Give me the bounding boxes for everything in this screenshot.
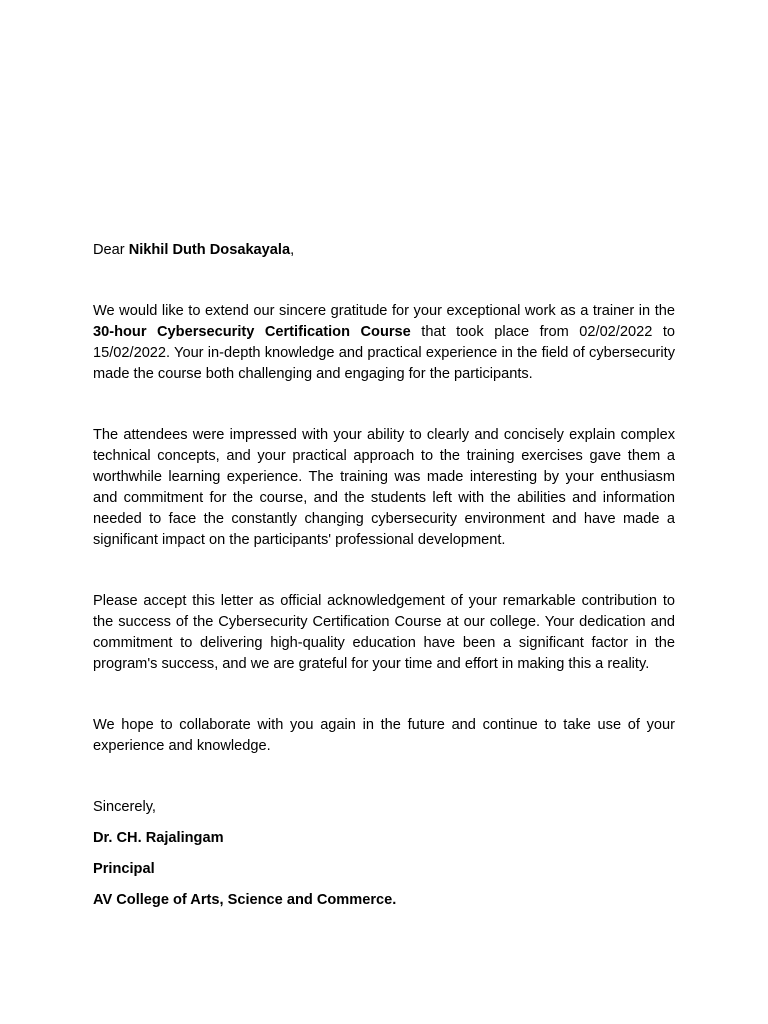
paragraph-collaboration: We hope to collaborate with you again in the future and continue to take use of your experience and knowledge. — [93, 717, 675, 754]
paragraph-acknowledgement: Please accept this letter as official acknowledgement of your remarkable contribution to the success of the Cybersecurity Certification Course at our college. Your dedication and commitment to delivering high-quality education have been a significant factor in the program's success, and we are grateful for your time and effort in making this a reality. — [93, 593, 675, 672]
recipient-name: Nikhil Duth Dosakayala — [128, 242, 291, 258]
closing: Sincerely, — [93, 799, 156, 815]
salutation-suffix: , — [290, 242, 295, 258]
letter-body — [93, 240, 675, 921]
signatory-institution: AV College of Arts, Science and Commerce. — [93, 892, 397, 908]
salutation — [93, 240, 675, 261]
paragraph-gratitude-part2: that took place from 02/02/2022 to 15/02/2022. Your in-depth knowledge and practical experience in the field of cybersecurity made the course both challenging and engaging for the participants. — [93, 324, 675, 382]
course-name: 30-hour Cybersecurity Certification Course — [93, 324, 411, 340]
paragraph-attendees: The attendees were impressed with your ability to clearly and concisely explain complex technical concepts, and your practical approach to the training exercises gave them a worthwhile learning experience. The training was made interesting by your enthusiasm and commitment for the course, and the students left with the abilities and information needed to face the constantly changing cybersecurity environment and have made a significant impact on the participants' professional development. — [93, 427, 675, 548]
signatory-title: Principal — [93, 861, 155, 877]
signatory-name: Dr. CH. Rajalingam — [93, 830, 224, 846]
paragraph-gratitude — [93, 301, 675, 385]
paragraph-gratitude-part1: We would like to extend our sincere gratitude for your exceptional work as a trainer in the — [93, 303, 675, 319]
salutation-prefix: Dear — [93, 242, 129, 258]
